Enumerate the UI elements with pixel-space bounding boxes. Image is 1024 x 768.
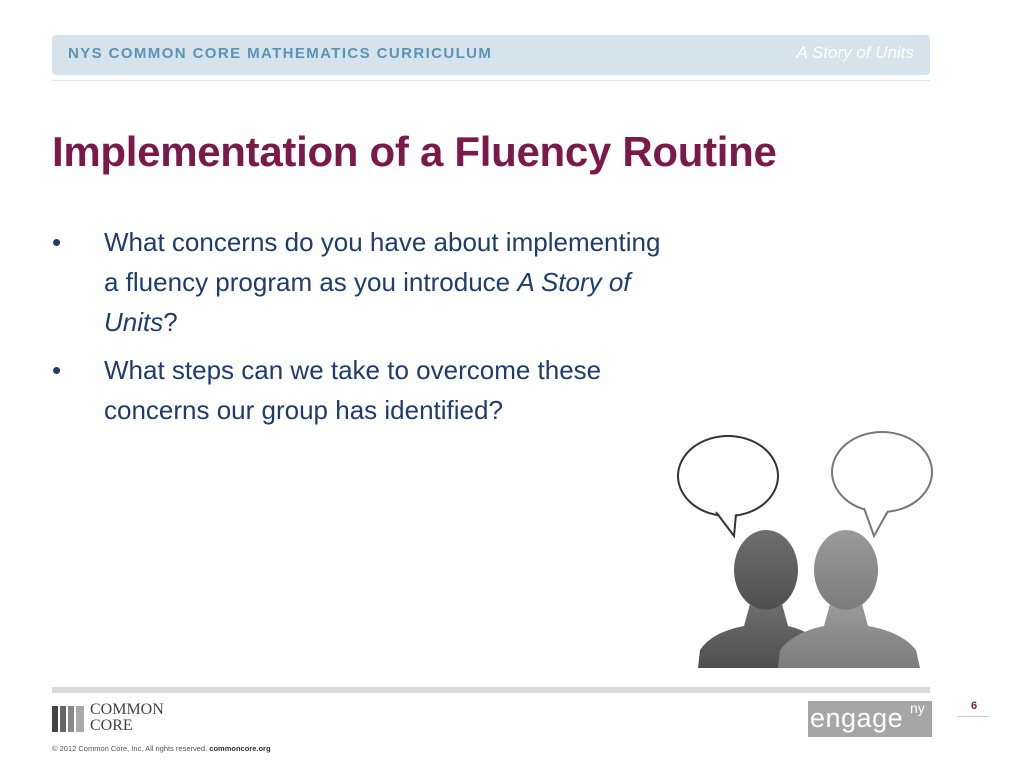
copyright-link[interactable]: commoncore.org [209,744,271,753]
slide-title: Implementation of a Fluency Routine [52,128,777,175]
story-label: A Story of Units [796,43,914,62]
logo-line-1: COMMON [90,701,164,718]
right-speech-bubble-icon [832,432,932,536]
logo-line-2: CORE [90,717,133,734]
footer-divider [52,687,930,693]
bullet-text: What steps can we take to overcome these concerns our group has identified? [104,355,602,425]
header-bar [52,35,930,75]
bullet-text-after: ? [163,307,178,337]
engage-wordmark: engage [810,703,904,733]
curriculum-label: NYS COMMON CORE MATHEMATICS CURRICULUM [68,45,493,62]
bullet-dot-icon: • [52,355,62,385]
header-divider [52,80,930,81]
page-number: 6 [970,700,978,712]
bullet-item-concerns [52,222,672,342]
engage-ny-logo [808,701,932,737]
right-person-icon [778,530,920,668]
bullet-item-steps [52,350,672,430]
copyright-text: © 2012 Common Core, Inc. All rights reserved. [52,744,208,753]
two-people-speech-bubbles-icon [676,428,936,672]
page-number-underline [958,716,988,717]
common-core-wordmark [90,702,164,734]
copyright-notice [52,744,271,753]
bullet-list [52,222,672,438]
engage-ny-superscript: ny [910,700,925,716]
bullet-dot-icon: • [52,227,62,257]
left-speech-bubble-icon [678,436,778,536]
common-core-logo [52,702,192,738]
bullet-text-before: What concerns do you have about implementing a fluency program as you introduce [104,227,661,297]
bullet-text-italic: A Story of Units [104,267,631,337]
